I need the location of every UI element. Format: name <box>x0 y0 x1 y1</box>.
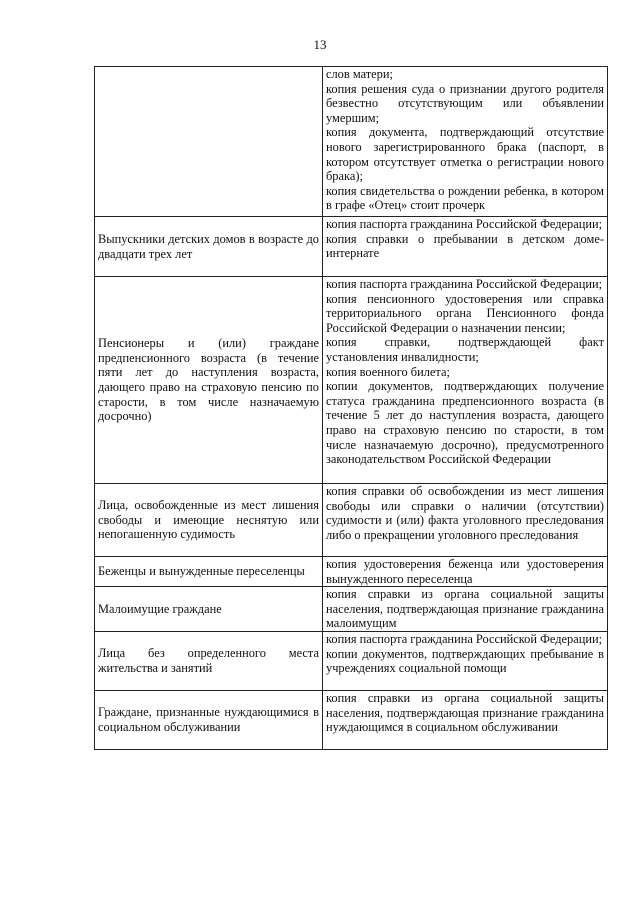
document-item: копия свидетельства о рождении ребенка, в котором в графе «Отец» стоит прочерк <box>326 183 604 213</box>
document-item: копия справки о пребывании в детском доме-интернате <box>326 231 604 261</box>
category-cell: Лица без определенного места жительства и занятий <box>95 631 323 690</box>
category-cell: Беженцы и вынужденные переселенцы <box>95 557 323 587</box>
document-item: слов матери; <box>326 67 393 81</box>
table-row <box>95 67 608 217</box>
table-row <box>95 277 608 484</box>
document-item: копия военного билета; <box>326 364 450 379</box>
category-cell: Малоимущие граждане <box>95 587 323 632</box>
document-item: копия паспорта гражданина Российской Федерации; <box>326 277 603 291</box>
document-item: копия удостоверения беженца или удостоверения вынужденного переселенца <box>326 557 604 586</box>
category-cell: Граждане, признанные нуждающимися в социальном обслуживании <box>95 690 323 749</box>
category-cell: Лица, освобожденные из мест лишения свободы и имеющие неснятую или непогашенную судимость <box>95 484 323 557</box>
category-cell: Пенсионеры и (или) граждане предпенсионного возраста (в течение пяти лет до наступления возраста, дающего право на страховую пенсию по старости, в том числе назначаемую досрочно) <box>95 277 323 484</box>
documents-cell <box>323 690 608 749</box>
document-item: копия справки из органа социальной защиты населения, подтверждающая признание гражданина малоимущим <box>326 587 604 631</box>
documents-table <box>94 66 608 750</box>
page-number: 13 <box>313 37 327 52</box>
documents-cell <box>323 587 608 632</box>
document-item: копия справки из органа социальной защиты населения, подтверждающая признание гражданина нуждающимся в социальном обслуживании <box>326 690 604 735</box>
table-row <box>95 631 608 690</box>
documents-cell <box>323 484 608 557</box>
table-row <box>95 484 608 557</box>
document-item: копии документов, подтверждающих получение статуса гражданина предпенсионного возраста (в течение 5 лет до наступления возраста, дающего право на страховую пенсию по старости, в том числе назначаемую досрочно), предусмотренного законодательством Российской Федерации <box>326 379 604 467</box>
table-row <box>95 217 608 277</box>
document-item: копия паспорта гражданина Российской Федерации; <box>326 631 603 646</box>
table-row <box>95 587 608 632</box>
document-item: копия справки об освобождении из мест лишения свободы или справки о наличии (отсутствии) судимости и (или) факта уголовного преследования либо о прекращении уголовного преследования <box>326 484 604 542</box>
documents-cell <box>323 67 608 217</box>
document-item: копия пенсионного удостоверения или справка территориального органа Пенсионного фонда Российской Федерации о назначении пенсии; <box>326 291 604 335</box>
documents-cell <box>323 631 608 690</box>
table-row <box>95 557 608 587</box>
document-item: копия справки, подтверждающей факт установления инвалидности; <box>326 335 604 364</box>
document-item: копии документов, подтверждающих пребывание в учреждениях социальной помощи <box>326 646 604 676</box>
document-item: копия паспорта гражданина Российской Федерации; <box>326 217 603 231</box>
category-cell <box>95 67 323 217</box>
documents-cell <box>323 277 608 484</box>
category-cell: Выпускники детских домов в возрасте до двадцати трех лет <box>95 217 323 277</box>
document-item: копия решения суда о признании другого родителя безвестно отсутствующим или объявлении умершим; <box>326 81 604 125</box>
documents-cell <box>323 557 608 587</box>
table-row <box>95 690 608 749</box>
document-item: копия документа, подтверждающий отсутствие нового зарегистрированного брака (паспорт, в котором отсутствует отметка о регистрации нового брака); <box>326 125 604 184</box>
documents-cell <box>323 217 608 277</box>
